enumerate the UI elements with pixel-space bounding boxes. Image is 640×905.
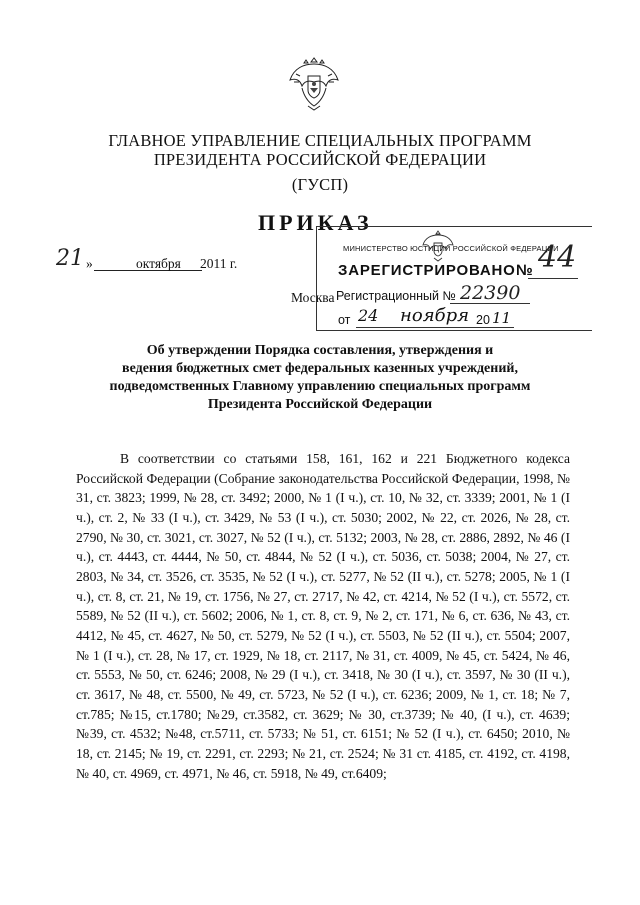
stamp-number-handwritten: 44 <box>538 240 577 275</box>
order-date-month: октября <box>136 256 181 271</box>
stamp-ministry: МИНИСТЕРСТВО ЮСТИЦИИ РОССИЙСКОЙ ФЕДЕРАЦИИ <box>343 244 559 253</box>
order-date-year: 2011 г. <box>200 256 238 271</box>
order-title-line3: подведомственных Главному управлению специальных программ <box>109 379 531 394</box>
coat-of-arms-icon <box>286 52 342 112</box>
stamp-number-underline <box>528 278 578 279</box>
stamp-date-year: 20 <box>476 313 490 327</box>
order-place: Москва <box>291 290 335 305</box>
stamp-number-sign: № <box>516 262 533 279</box>
stamp-registered-label: ЗАРЕГИСТРИРОВАНО <box>338 262 516 279</box>
stamp-border-bottom <box>316 330 592 331</box>
org-abbreviation: (ГУСП) <box>291 175 349 194</box>
order-date-day: 21 <box>56 246 84 271</box>
stamp-date-year-handwritten: 11 <box>492 309 512 327</box>
order-title-line2: ведения бюджетных смет федеральных казенных учреждений, <box>122 361 518 376</box>
org-name-line2: ПРЕЗИДЕНТА РОССИЙСКОЙ ФЕДЕРАЦИИ <box>153 150 487 169</box>
stamp-reg-number-label: Регистрационный № <box>336 289 456 303</box>
stamp-date-day: 24 <box>358 306 379 325</box>
org-name-line1: ГЛАВНОЕ УПРАВЛЕНИЕ СПЕЦИАЛЬНЫХ ПРОГРАММ <box>108 131 532 150</box>
document-type: ПРИКАЗ <box>258 210 373 235</box>
stamp-border-top <box>316 226 592 227</box>
stamp-date-underline <box>356 327 514 328</box>
stamp-date-month: ноября <box>400 305 470 326</box>
stamp-reg-number-underline <box>450 303 530 304</box>
order-title-line4: Президента Российской Федерации <box>207 397 433 412</box>
order-date-quote: » <box>86 256 93 271</box>
order-body-paragraph: В соответствии со статьями 158, 161, 162 и 221 Бюджетного кодекса Российской Федерации (Собрание законодательства Российской Федерации, 1998, № 31, ст. 3823; 1999, № 28, ст. 3492; 2000, № 1 (I ч.), ст. 10, № 32, ст. 3339; 2001, № 1 (I ч.), ст. 2, № 33 (I ч.), ст. 3429, № 53 (I ч.), ст. 5030; 2002, № 22, ст. 2026, № 28, ст. 2790, № 30, ст. 3021, ст. 3027, № 52 (I ч.), ст. 5132; 2003, № 28, ст. 2886, 2892, № 46 (I ч.), ст. 4443, ст. 4444, № 50, ст. 4844, № 52 (I ч.), ст. 5036, ст. 5038; 2004, № 27, ст. 2803, № 34, ст. 3526, ст. 3535, № 52 (I ч.), ст. 5277, № 52 (II ч.), ст. 5278; 2005, № 1 (I ч.), ст. 8, ст. 21, № 19, ст. 1756, № 27, ст. 2717, № 42, ст. 4214, № 52 (I ч.), ст. 5572, ст. 5589, № 52 (II ч.), ст. 5602; 2006, № 1, ст. 8, ст. 9, № 2, ст. 171, № 6, ст. 636, № 43, ст. 4412, № 45, ст. 4627, № 50, ст. 5279, № 52 (I ч.), ст. 5503, № 52 (II ч.), ст. 5504; 2007, № 1 (I ч.), ст. 28, № 17, ст. 1929, № 18, ст. 2117, № 31, ст. 4009, № 45, ст. 5424, № 46, ст. 5553, № 50, ст. 6246; 2008, № 29 (I ч.), ст. 3418, № 30 (I ч.), ст. 3597, № 30 (II ч.), ст. 3617, № 48, ст. 5500, № 49, ст. 5723, № 52 (I ч.), ст. 6236; 2009, № 1, ст. 18; № 7, ст.785; №15, ст.1780; №29, ст.3582, ст. 3629; № 30, ст.3739; № 40, (I ч.), ст. 4639; №39, ст. 4532; №48, ст.5711, ст. 5733; № 51, ст. 6151; № 52 (I ч.), ст. 6450; 2010, № 18, ст. 2145; № 19, ст. 2291, ст. 2293; № 21, ст. 2524; № 31 ст. 4185, ст. 4192, ст. 4198, № 40, ст. 4969, ст. 4971, № 46, ст. 5918, № 49, ст.6409; <box>76 451 570 781</box>
stamp-border-left <box>316 226 317 330</box>
order-date <box>56 246 256 278</box>
stamp-date-prefix: от <box>338 313 351 327</box>
order-title-line1: Об утверждении Порядка составления, утверждения и <box>146 343 494 358</box>
stamp-reg-number: 22390 <box>460 282 521 304</box>
